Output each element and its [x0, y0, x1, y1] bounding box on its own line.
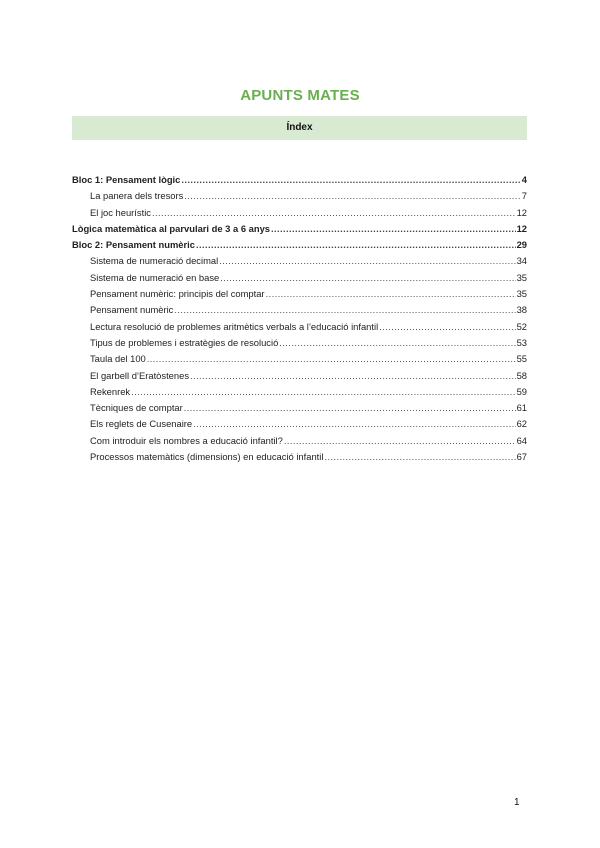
toc-leader-dots — [184, 402, 516, 413]
toc-entry-page: 29 — [516, 239, 527, 251]
index-heading: Índex — [72, 116, 527, 140]
toc-leader-dots — [190, 370, 516, 381]
toc-entry-label: El joc heurístic — [90, 206, 151, 218]
toc-entry-page: 55 — [516, 353, 527, 365]
toc-entry-label: Lectura resolució de problemes aritmètics verbals a l’educació infantil — [90, 320, 379, 332]
toc-entry-label: Bloc 1: Pensament lògic — [72, 174, 181, 185]
toc-leader-dots — [193, 418, 515, 429]
toc-entry-label: Bloc 2: Pensament numèric — [72, 239, 195, 251]
toc-entry[interactable] — [72, 304, 527, 320]
toc-entry[interactable] — [72, 288, 527, 304]
toc-entry-page: 35 — [516, 288, 527, 300]
toc-leader-dots — [131, 386, 515, 397]
toc-entry-label: Rekenrek — [90, 385, 131, 397]
document-title: APUNTS MATES — [240, 87, 360, 104]
toc-entry-page: 52 — [516, 320, 527, 332]
toc-entry[interactable] — [72, 321, 527, 337]
toc-entry[interactable] — [72, 255, 527, 271]
toc-leader-dots — [324, 451, 515, 462]
toc-entry[interactable] — [72, 386, 527, 402]
toc-leader-dots — [220, 272, 515, 283]
toc-entry-label: Els reglets de Cusenaire — [90, 418, 193, 430]
toc-leader-dots — [174, 304, 515, 315]
toc-leader-dots — [147, 353, 516, 364]
toc-entry-page: 7 — [521, 190, 527, 202]
toc-entry[interactable] — [72, 337, 527, 353]
toc-entry[interactable] — [72, 353, 527, 369]
toc-entry-label: El garbell d’Eratòstenes — [90, 369, 190, 381]
toc-entry-label: Tècniques de comptar — [90, 402, 183, 414]
toc-entry-label: Com introduir els nombres a educació infantil? — [90, 434, 283, 446]
toc-entry-page: 67 — [516, 451, 527, 463]
toc-entry[interactable] — [72, 402, 527, 418]
toc-entry-page: 58 — [516, 369, 527, 381]
toc-leader-dots — [284, 435, 516, 446]
page-number: 1 — [514, 797, 520, 808]
toc-entry-label: Lògica matemàtica al parvulari de 3 a 6 anys — [72, 222, 271, 234]
toc-entry-page: 34 — [516, 255, 527, 267]
toc-entry[interactable] — [72, 418, 527, 434]
toc-entry[interactable] — [72, 207, 527, 223]
toc-entry[interactable] — [72, 435, 527, 451]
toc-entry-label: La panera dels tresors — [90, 190, 184, 202]
toc-entry[interactable] — [72, 174, 527, 190]
toc-leader-dots — [181, 174, 520, 185]
toc-entry-page: 12 — [516, 222, 527, 234]
toc-entry-label: Sistema de numeració decimal — [90, 255, 219, 267]
toc-entry-page: 35 — [516, 271, 527, 283]
toc-leader-dots — [279, 337, 515, 348]
toc-entry-label: Sistema de numeració en base — [90, 271, 220, 283]
toc-entry[interactable] — [72, 272, 527, 288]
toc-leader-dots — [219, 255, 515, 266]
toc-entry[interactable] — [72, 190, 527, 206]
toc-entry-page: 62 — [516, 418, 527, 430]
toc-entry-label: Pensament numèric: principis del comptar — [90, 288, 265, 300]
toc-entry-label: Tipus de problemes i estratègies de resolució — [90, 336, 279, 348]
toc-entry-label: Processos matemàtics (dimensions) en educació infantil — [90, 451, 324, 463]
toc-leader-dots — [152, 207, 516, 218]
toc-entry[interactable] — [72, 239, 527, 255]
toc-leader-dots — [379, 321, 515, 332]
toc-entry-page: 12 — [516, 206, 527, 218]
toc-entry-label: Taula del 100 — [90, 353, 146, 365]
toc-entry[interactable] — [72, 223, 527, 239]
toc-entry-page: 64 — [516, 434, 527, 446]
toc-entry[interactable] — [72, 370, 527, 386]
toc-entry-page: 53 — [516, 336, 527, 348]
toc-entry-page: 38 — [516, 304, 527, 316]
toc-leader-dots — [196, 239, 516, 250]
toc-entry-page: 4 — [521, 174, 527, 185]
toc-entry-page: 61 — [516, 402, 527, 414]
toc-leader-dots — [271, 223, 516, 234]
toc-entry-label: Pensament numèric — [90, 304, 174, 316]
toc-entry[interactable] — [72, 451, 527, 467]
toc-leader-dots — [184, 190, 520, 201]
toc-entry-page: 59 — [516, 385, 527, 397]
table-of-contents — [72, 174, 527, 467]
toc-leader-dots — [266, 288, 516, 299]
